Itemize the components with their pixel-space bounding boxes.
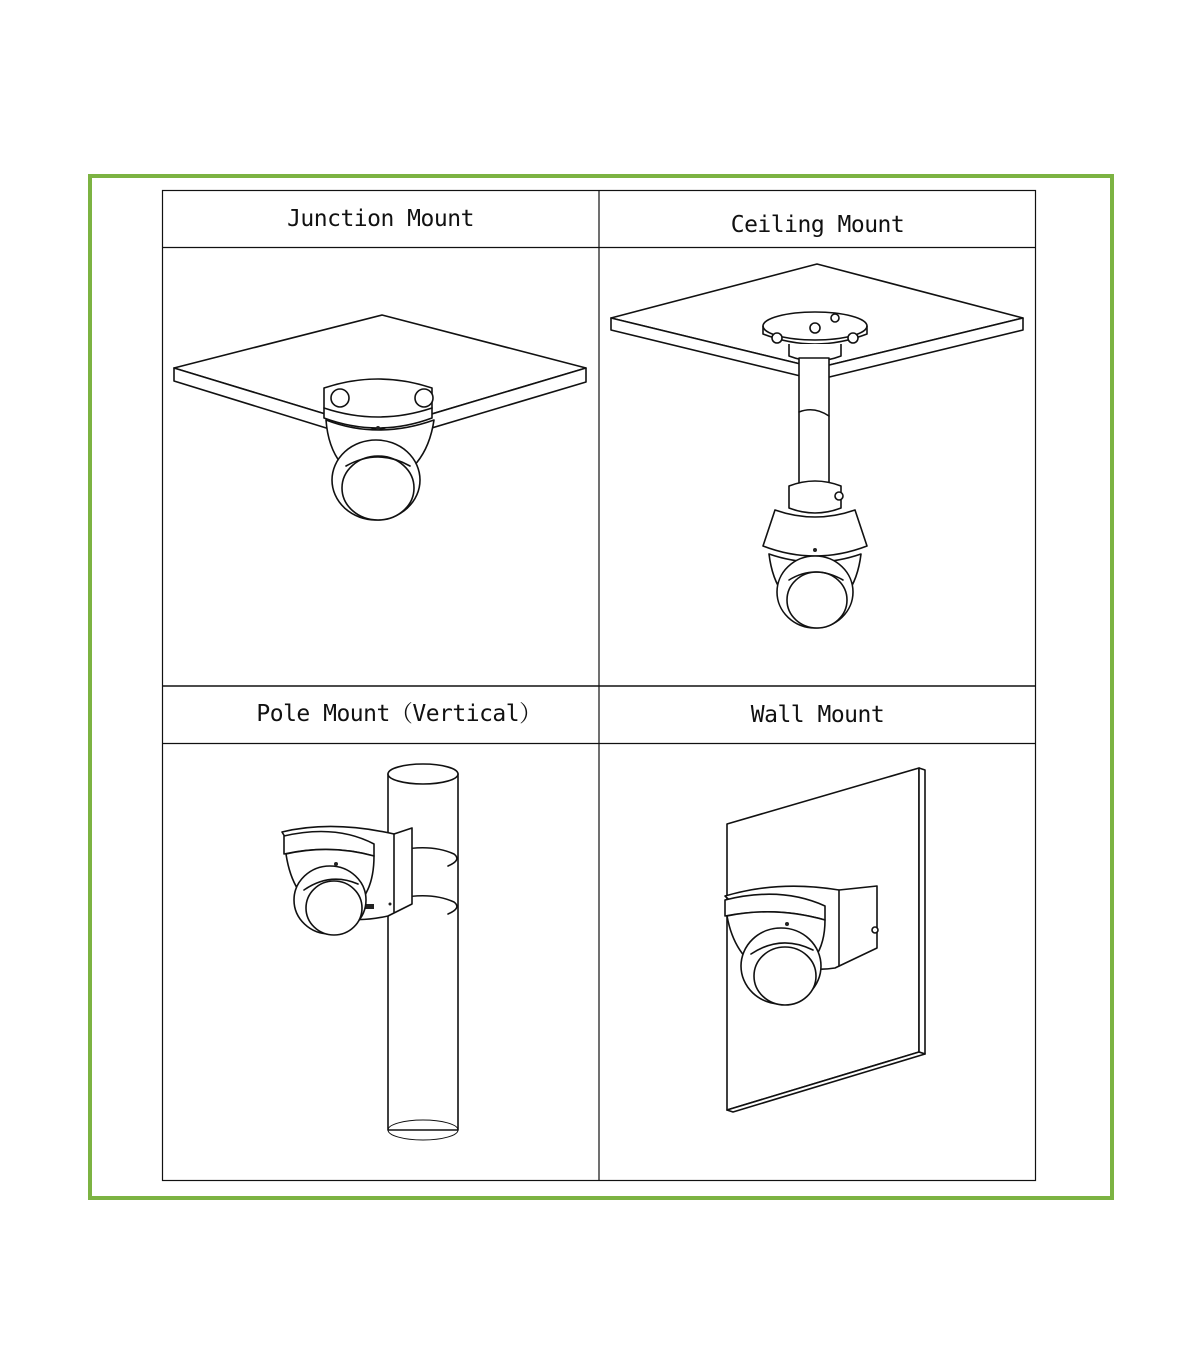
wall-mount-title: Wall Mount bbox=[750, 701, 885, 728]
wall-mount-illustration bbox=[599, 744, 1036, 1181]
ceiling-mount-illustration bbox=[599, 248, 1036, 686]
pole-mount-title: Pole Mount（Vertical） bbox=[256, 701, 542, 727]
pole-mount-illustration bbox=[162, 744, 599, 1181]
ceiling-mount-title: Ceiling Mount bbox=[730, 211, 905, 238]
junction-mount-title: Junction Mount bbox=[287, 205, 474, 232]
junction-mount-illustration bbox=[162, 248, 599, 686]
